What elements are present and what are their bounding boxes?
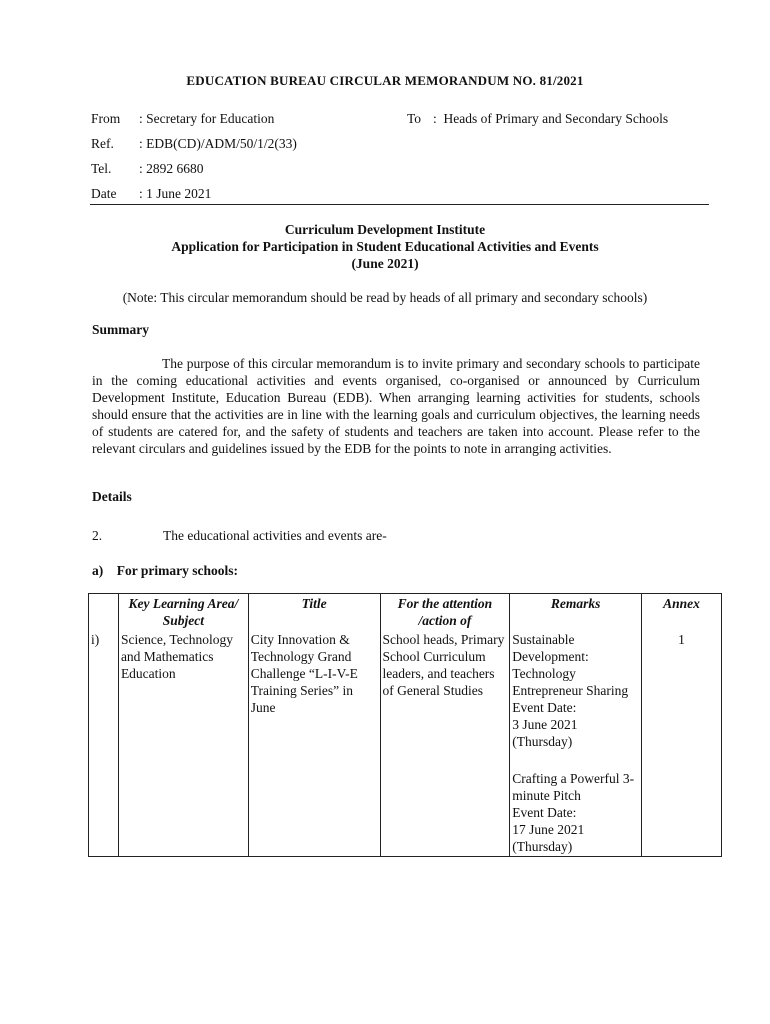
- memo-title: EDUCATION BUREAU CIRCULAR MEMORANDUM NO. 81/2021: [186, 73, 584, 88]
- date-value: : 1 June 2021: [139, 186, 212, 201]
- header-annex: Annex: [642, 594, 722, 631]
- remarks-event-1: Sustainable Development: Technology Entrepreneur Sharing: [512, 632, 629, 698]
- header-divider: [90, 204, 709, 205]
- table-row: [89, 630, 722, 857]
- row-kla: Science, Technology and Mathematics Education: [118, 630, 248, 857]
- paragraph-number: 2.: [92, 528, 103, 543]
- remarks-event-2-date-label: Event Date:: [512, 805, 577, 820]
- to-label: To: [407, 111, 422, 126]
- summary-heading: Summary: [92, 322, 149, 337]
- subject-block: [90, 221, 680, 272]
- row-attention: School heads, Primary School Curriculum leaders, and teachers of General Studies: [380, 630, 510, 857]
- summary-paragraph: The purpose of this circular memorandum is to invite primary and secondary schools to participate in the coming educational activities and events organised, co-organised or announced by Curriculum Development Institute, Education Bureau (EDB). When arranging learning activities for students, schools should ensure that the activities are in line with the learning goals and curriculum objectives, the learning needs of students are catered for, and the safety of students and teachers are taken into account. Please refer to the relevant circulars and guidelines issued by the EDB for the points to note in arranging activities.: [92, 356, 700, 456]
- header-attention: For the attention /action of: [380, 594, 510, 631]
- reader-note: (Note: This circular memorandum should be read by heads of all primary and secondary schools): [122, 290, 648, 305]
- table-header-row: [89, 594, 722, 631]
- section-a-heading: a) For primary schools:: [92, 563, 238, 578]
- remarks-event-1-date-label: Event Date:: [512, 700, 577, 715]
- from-value: : Secretary for Education: [139, 111, 275, 126]
- subject-date: (June 2021): [351, 256, 419, 271]
- paragraph-2-text: The educational activities and events are-: [163, 528, 387, 543]
- remarks-event-2-date: 17 June 2021 (Thursday): [512, 822, 585, 854]
- row-annex: 1: [642, 630, 722, 857]
- header-remarks: Remarks: [510, 594, 642, 631]
- details-heading: Details: [92, 489, 132, 504]
- tel-value: : 2892 6680: [139, 161, 204, 176]
- header-kla: Key Learning Area/ Subject: [118, 594, 248, 631]
- ref-value: : EDB(CD)/ADM/50/1/2(33): [139, 136, 297, 151]
- from-label: From: [91, 111, 121, 126]
- date-label: Date: [91, 186, 117, 201]
- remarks-event-2: Crafting a Powerful 3-minute Pitch: [512, 771, 635, 803]
- header-index: [89, 594, 119, 631]
- subject-application: Application for Participation in Student Educational Activities and Events: [171, 239, 599, 254]
- to-value: : Heads of Primary and Secondary Schools: [433, 111, 669, 126]
- header-title: Title: [248, 594, 380, 631]
- row-remarks: [510, 630, 642, 857]
- events-table: [88, 593, 722, 857]
- tel-label: Tel.: [91, 161, 112, 176]
- row-index: i): [89, 630, 119, 857]
- subject-institute: Curriculum Development Institute: [284, 222, 486, 237]
- ref-label: Ref.: [91, 136, 114, 151]
- row-title: City Innovation & Technology Grand Challenge “L-I-V-E Training Series” in June: [248, 630, 380, 857]
- remarks-event-1-date: 3 June 2021 (Thursday): [512, 717, 578, 749]
